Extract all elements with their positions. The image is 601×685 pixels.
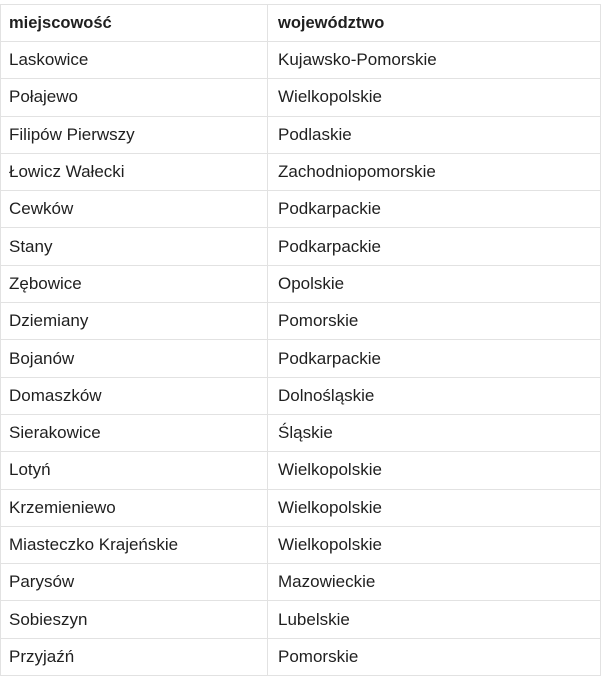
voivodeship-cell: Podkarpackie — [268, 228, 601, 265]
table-row — [1, 452, 601, 489]
locality-cell: Filipów Pierwszy — [1, 116, 268, 153]
locality-cell: Dziemiany — [1, 303, 268, 340]
voivodeship-cell: Pomorskie — [268, 303, 601, 340]
locality-cell: Przyjaźń — [1, 638, 268, 675]
table-row — [1, 638, 601, 675]
voivodeship-cell: Lubelskie — [268, 601, 601, 638]
table-row — [1, 228, 601, 265]
places-table — [0, 4, 601, 676]
locality-cell: Laskowice — [1, 42, 268, 79]
locality-cell: Łowicz Wałecki — [1, 153, 268, 190]
locality-cell: Parysów — [1, 564, 268, 601]
table-row — [1, 116, 601, 153]
table-row — [1, 377, 601, 414]
locality-cell: Domaszków — [1, 377, 268, 414]
column-header-locality: miejscowość — [1, 5, 268, 42]
table-row — [1, 153, 601, 190]
voivodeship-cell: Pomorskie — [268, 638, 601, 675]
locality-cell: Zębowice — [1, 265, 268, 302]
table-row — [1, 601, 601, 638]
column-header-voivodeship: województwo — [268, 5, 601, 42]
table-row — [1, 489, 601, 526]
locality-cell: Cewków — [1, 191, 268, 228]
table-body — [1, 42, 601, 676]
locality-cell: Sierakowice — [1, 414, 268, 451]
table-row — [1, 526, 601, 563]
voivodeship-cell: Wielkopolskie — [268, 489, 601, 526]
table-row — [1, 414, 601, 451]
table-row — [1, 340, 601, 377]
voivodeship-cell: Mazowieckie — [268, 564, 601, 601]
table-header-row — [1, 5, 601, 42]
voivodeship-cell: Kujawsko-Pomorskie — [268, 42, 601, 79]
voivodeship-cell: Opolskie — [268, 265, 601, 302]
voivodeship-cell: Podkarpackie — [268, 191, 601, 228]
locality-cell: Bojanów — [1, 340, 268, 377]
locality-cell: Krzemieniewo — [1, 489, 268, 526]
locality-cell: Połajewo — [1, 79, 268, 116]
table-row — [1, 79, 601, 116]
voivodeship-cell: Podlaskie — [268, 116, 601, 153]
locality-cell: Sobieszyn — [1, 601, 268, 638]
voivodeship-cell: Dolnośląskie — [268, 377, 601, 414]
table-row — [1, 42, 601, 79]
table-row — [1, 265, 601, 302]
voivodeship-cell: Zachodniopomorskie — [268, 153, 601, 190]
voivodeship-cell: Wielkopolskie — [268, 79, 601, 116]
voivodeship-cell: Śląskie — [268, 414, 601, 451]
locality-cell: Lotyń — [1, 452, 268, 489]
voivodeship-cell: Podkarpackie — [268, 340, 601, 377]
locality-cell: Stany — [1, 228, 268, 265]
voivodeship-cell: Wielkopolskie — [268, 526, 601, 563]
locality-cell: Miasteczko Krajeńskie — [1, 526, 268, 563]
table-row — [1, 191, 601, 228]
table-row — [1, 303, 601, 340]
voivodeship-cell: Wielkopolskie — [268, 452, 601, 489]
table-row — [1, 564, 601, 601]
